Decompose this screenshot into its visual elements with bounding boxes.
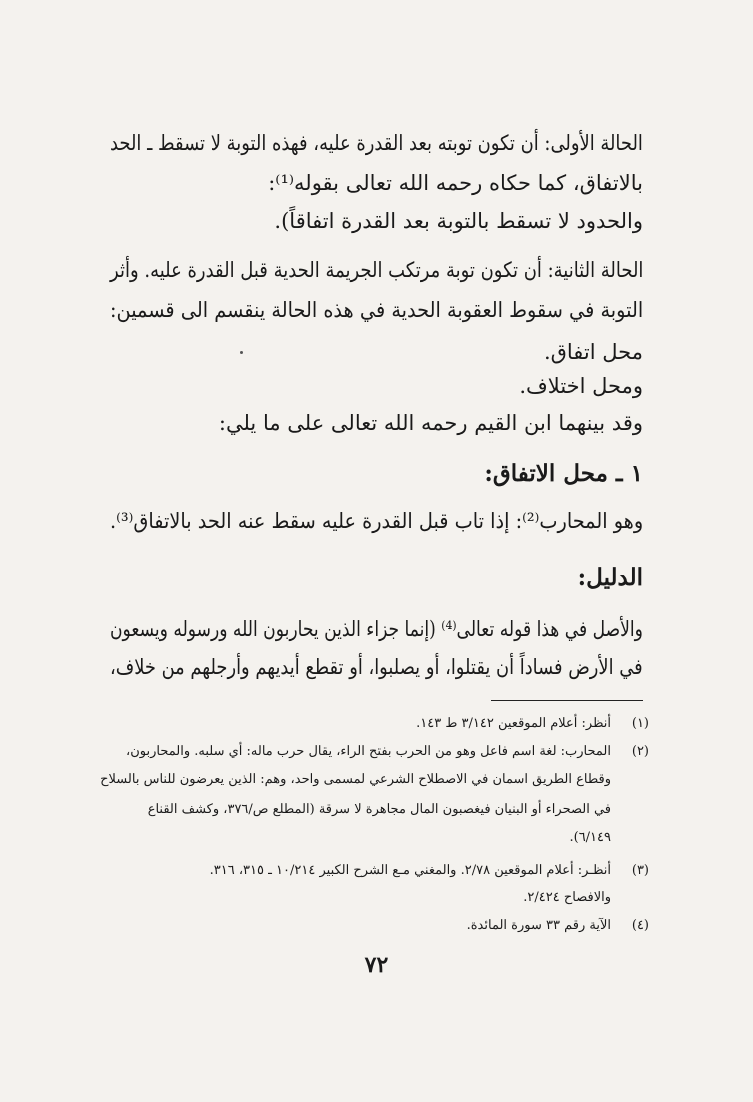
footnote-2-line-1: المحارب: لغة اسم فاعل وهو من الحرب بفتح الراء، يقال حرب ماله: أي سلبه. والمحاربون، (126, 744, 611, 759)
body-line-5: التوبة في سقوط العقوبة الحدية في هذه الحالة ينقسم الى قسمين: (109, 298, 643, 322)
body-line-9: وهو المحارب⁽²⁾: إذا تاب قبل القدرة عليه سقط عنه الحد بالاتفاق⁽³⁾. (109, 509, 643, 533)
body-line-10: والأصل في هذا قوله تعالى⁽⁴⁾ (إنما جزاء الذين يحاربون الله ورسوله ويسعون (110, 617, 643, 641)
footnote-number-2: (٢) (631, 744, 649, 759)
section-heading-agreement: ١ ـ محل الاتفاق: (484, 460, 643, 487)
body-line-1: الحالة الأولى: أن تكون توبته بعد القدرة عليه، فهذه التوبة لا تسقط ـ الحد (110, 131, 643, 155)
footnote-number-3: (٣) (631, 863, 649, 878)
body-line-6: محل اتفاق. (543, 340, 643, 364)
footnote-4: الآية رقم ٣٣ سورة المائدة. (466, 918, 611, 933)
body-line-7: ومحل اختلاف. (519, 374, 643, 398)
section-heading-evidence: الدليل: (577, 564, 643, 591)
footnote-divider (491, 700, 643, 701)
footnote-1: أنظر: أعلام الموقعين ٣/١٤٢ ط ١٤٣. (416, 716, 611, 731)
body-line-2: بالاتفاق، كما حكاه رحمه الله تعالى بقوله⁽¹⁾: (268, 171, 643, 195)
footnote-number-1: (١) (631, 716, 649, 731)
stray-dot (240, 351, 243, 354)
footnote-2-line-3: في الصحراء أو البنيان فيغصبون المال مجاهرة لا سرقة (المطلع ص/٣٧٦، وكشف القناع (147, 802, 611, 817)
body-line-3: والحدود لا تسقط بالتوبة بعد القدرة اتفاقاً). (274, 209, 643, 233)
footnote-number-4: (٤) (631, 918, 649, 933)
footnote-2-line-2: وقطاع الطريق اسمان في الاصطلاح الشرعي لمسمى واحد، وهم: الذين يعرضون للناس بالسلاح (100, 772, 611, 787)
footnote-3-line-2: والافصاح ٢/٤٢٤. (523, 890, 611, 905)
body-line-4: الحالة الثانية: أن تكون توبة مرتكب الجريمة الحدية قبل القدرة عليه. وأثر (109, 258, 643, 282)
body-line-11: في الأرض فساداً أن يقتلوا، أو يصلبوا، أو تقطع أيديهم وأرجلهم من خلاف، (110, 655, 643, 679)
body-line-8: وقد بينهما ابن القيم رحمه الله تعالى على ما يلي: (218, 411, 643, 435)
footnote-3-line-1: أنظـر: أعلام الموقعين ٢/٧٨. والمغني مـع الشرح الكبير ١٠/٢١٤ ـ ٣١٥، ٣١٦. (209, 863, 611, 878)
page-number: ٧٢ (364, 952, 389, 978)
footnote-2-line-4: ٦/١٤٩). (569, 830, 611, 845)
